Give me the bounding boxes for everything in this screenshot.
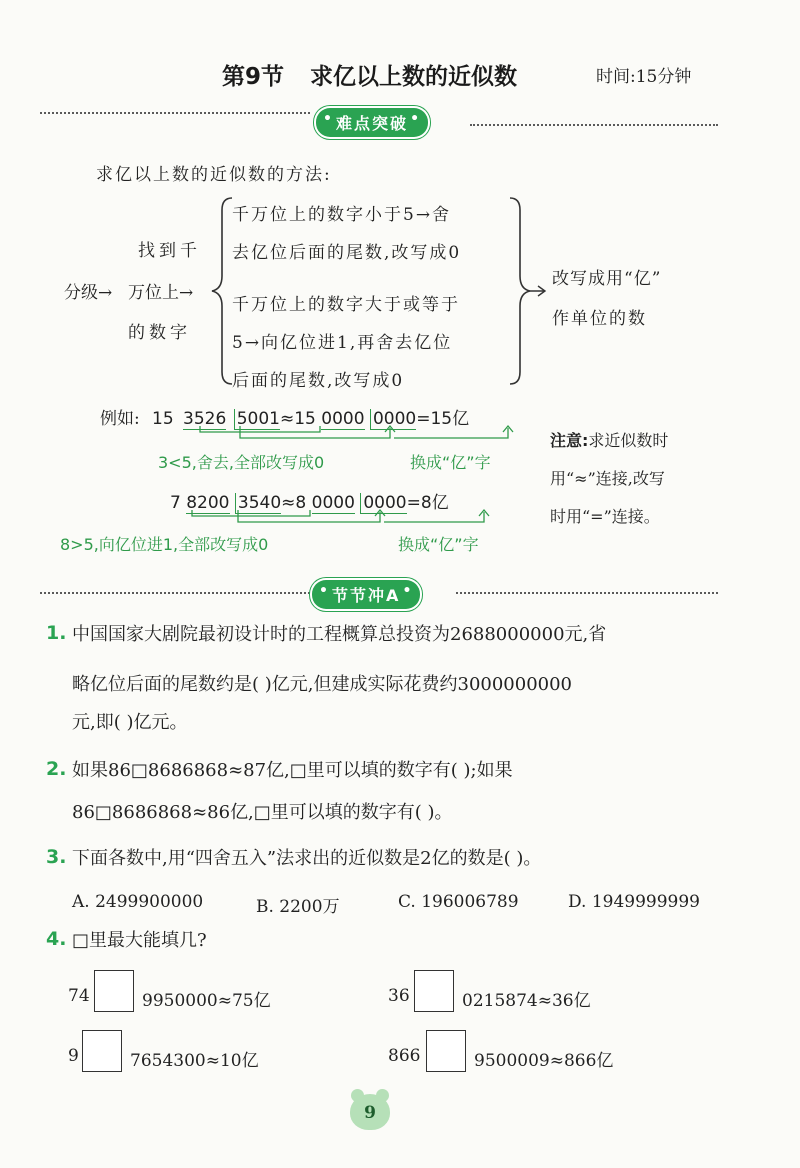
q4b-answer-box[interactable] [414, 970, 454, 1012]
ex1-result3: 0000 [370, 409, 416, 430]
example-label: 例如: [100, 409, 140, 429]
difficulty-banner: • 难点突破 • [316, 108, 428, 137]
page-number: 9 [350, 1094, 390, 1130]
q4c-answer-box[interactable] [82, 1030, 122, 1072]
section-title: 求亿以上数的近似数 [310, 64, 518, 90]
ex1-note-right: 换成“亿”字 [410, 453, 491, 472]
q3-line1: 下面各数中,用“四舍五入”法求出的近似数是2亿的数是( )。 [72, 848, 542, 869]
ex2-group1: 7 [170, 493, 181, 513]
ex2-group2: 8200 [186, 493, 230, 513]
q1-line3: 元,即( )亿元。 [72, 712, 188, 733]
page-title [222, 58, 517, 91]
q1-line2: 略亿位后面的尾数约是( )亿元,但建成实际花费约3000000000 [72, 674, 573, 695]
ex1-result1: 15 [294, 409, 316, 429]
q4c-suffix: 7654300≈10亿 [130, 1051, 259, 1071]
ex1-group1: 15 [152, 409, 174, 429]
q4a-suffix: 9950000≈75亿 [142, 991, 271, 1011]
ex2-arrows [180, 510, 520, 534]
practice-banner: • 节节冲A • [312, 580, 420, 609]
ex1-group3: 5001 [234, 409, 280, 430]
q4-line1: □里最大能填几? [72, 930, 207, 951]
case1-line1: 千万位上的数字小于5→舍 [232, 205, 452, 225]
result-line2: 作单位的数 [552, 309, 647, 329]
ex2-approx: ≈8 [281, 493, 307, 513]
case2-line3: 后面的尾数,改写成0 [232, 371, 405, 391]
tip-line2: 用“≈”连接,改写 [550, 469, 665, 488]
q3-option-b: B. 2200万 [256, 897, 340, 917]
q4b-prefix: 36 [388, 986, 410, 1006]
q4a-answer-box[interactable] [94, 970, 134, 1012]
ex1-equals: =15亿 [416, 409, 470, 429]
ex2-result2: 0000 [311, 493, 355, 513]
tip-label: 注意: [550, 431, 589, 450]
divider-left [40, 112, 310, 114]
divider2-right [456, 592, 718, 594]
q2-number: 2. [46, 758, 67, 780]
q3-option-a: A. 2499900000 [72, 892, 204, 912]
ex1-result2: 0000 [321, 409, 365, 429]
ex1-approx: ≈ [279, 409, 295, 429]
case1-line2: 去亿位后面的尾数,改写成0 [232, 243, 462, 263]
q1-number: 1. [46, 622, 67, 644]
q3-option-c: C. 196006789 [398, 892, 519, 912]
ex2-group3: 3540 [235, 493, 281, 514]
step-find-line1: 找到千 [138, 241, 201, 261]
q4d-prefix: 866 [388, 1046, 421, 1066]
q4-number: 4. [46, 928, 67, 950]
q3-option-d: D. 1949999999 [568, 892, 700, 912]
ex2-note-left: 8>5,向亿位进1,全部改写成0 [60, 535, 269, 554]
right-brace [508, 196, 548, 386]
result-line1: 改写成用“亿” [552, 269, 662, 289]
ex1-arrows [180, 426, 520, 450]
case2-line2: 5→向亿位进1,再舍去亿位 [232, 333, 453, 353]
step-find-line3: 的数字 [128, 323, 191, 343]
q2-line2: 86□8686868≈86亿,□里可以填的数字有( )。 [72, 802, 453, 823]
method-intro: 求亿以上数的近似数的方法: [96, 165, 332, 185]
ex2-result3: 0000 [360, 493, 406, 514]
tip-text1: 求近似数时 [588, 431, 669, 450]
ex1-note-left: 3<5,舍去,全部改写成0 [158, 453, 325, 472]
q1-line1: 中国国家大剧院最初设计时的工程概算总投资为2688000000元,省 [72, 624, 607, 645]
divider-right [470, 124, 718, 126]
q3-number: 3. [46, 846, 67, 868]
q4c-prefix: 9 [68, 1046, 79, 1066]
q4d-suffix: 9500009≈866亿 [474, 1051, 614, 1071]
tip-line3: 时用“=”连接。 [550, 507, 660, 526]
ex2-equals: =8亿 [406, 493, 449, 513]
q4d-answer-box[interactable] [426, 1030, 466, 1072]
case2-line1: 千万位上的数字大于或等于 [232, 295, 460, 315]
ex2-note-right: 换成“亿”字 [398, 535, 479, 554]
section-number: 第9节 [222, 64, 285, 90]
step-group: 分级→ [64, 283, 113, 303]
q2-line1: 如果86□8686868≈87亿,□里可以填的数字有( );如果 [72, 760, 513, 781]
step-find-line2: 万位上→ [128, 283, 194, 303]
time-limit: 时间:15分钟 [596, 67, 692, 87]
q4a-prefix: 74 [68, 986, 90, 1006]
ex1-group2: 3526 [183, 409, 227, 429]
divider2-left [40, 592, 310, 594]
tip-line1 [550, 428, 668, 451]
q4b-suffix: 0215874≈36亿 [462, 991, 591, 1011]
